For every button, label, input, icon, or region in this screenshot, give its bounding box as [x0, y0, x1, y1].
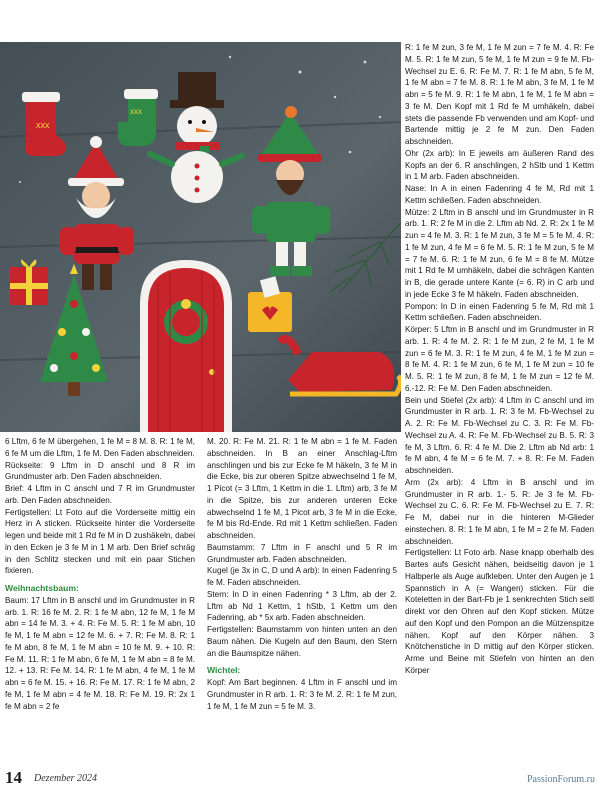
page-number: 14	[5, 768, 22, 787]
ohr-paragraph: Ohr (2x arb): In E jeweils am äußeren Rand des Kopfs an der 6. R anschlingen, 2 hStb und 1 Kettm in 1 M arb. Faden abschneiden.	[405, 148, 594, 182]
rueckseite-paragraph: Rückseite: 9 Lftm in D anschl und 8 R im Grundmuster arb. Den Faden abschneiden.	[5, 460, 195, 482]
section-heading: Weihnachtsbaum:	[5, 583, 79, 593]
middle-column-text	[207, 436, 397, 712]
paragraph: R: 1 fe M zun, 3 fe M, 1 fe M zun = 7 fe M. 4. R: Fe M. 5. R: 1 fe M zun, 5 fe M, 1 fe M zun = 9 fe M. Fb-Wechsel zu E. 6. R: Fe M. 7. R: 1 fe M abn, 5 fe M, 1 fe M abn = 7 fe M. 8. R: 1 fe M abn, 3 fe M, 1 fe M abn = 5 fe M. 9. R: 1 fe M abn, 1 fe M, 1 fe M abn = 3 fe M. Den Kopf mit 1 Rd fe M umhäkeln, dabei stets die passende Fb verwenden und am Kopf- und Bartende mittig je 2 fe M zun. Den Faden abschneiden.	[405, 43, 594, 146]
right-column-text	[405, 42, 594, 677]
crochet-ornaments-photo	[0, 42, 401, 432]
baum-cont-paragraph: M. 20. R: Fe M. 21. R: 1 fe M abn = 1 fe M. Faden abschneiden. In B an einer Anschlag-Lftm anschlingen und bis zur Ecke fe M häkeln, 3 fe M in die Ecke, bis zur oberen Spitze abwechselnd 1 fe M, 1 Picot (= 3 Lftm, 1 Kettm in die 1. Lftm) arb, 3 fe M in die Spitze, bis zur anderen unteren Ecke abwechselnd 1 fe M, 1 Picot arb, 3 fe M in die Ecke, fe M bis Rd-Ende. Rd mit 1 Kettm schließen. Faden abschneiden.	[207, 437, 397, 540]
fertigstellen-paragraph: Fertigstellen: Baumstamm von hinten unten an den Baum nähen. Die Kugeln auf den Baum, den Stern an die Baumspitze nähen.	[207, 625, 397, 658]
watermark: PassionForum.ru	[526, 774, 595, 785]
baum-paragraph: Baum: 17 Lftm in B anschl und im Grundmuster in R arb. 1. R: 16 fe M. 2. R: 1 fe M abn, 12 fe M, 1 fe M abn = 14 fe M. 3. + 4. R: Fe M. 5. R: 1 fe M abn, 10 fe M, 1 fe M abn = 12 fe M. 6. + 7. R: Fe M. 8. R: 1 fe M abn, 8 fe M, 1 fe M abn = 10 fe M. 9. + 10. R: Fe M. 11. R: 1 fe M abn, 6 fe M, 1 fe M abn = 8 fe M. 12. + 13. R: Fe M. 14. R: 1 fe M abn, 4 fe M, 1 fe M abn = 6 fe M. 15. + 16. R: Fe M. 17. R: 1 fe M abn, 2 fe M, 1 fe M abn = 4 fe M. 18. R: Fe M. 19. R: 2x 1 fe M abn = 2 fe	[5, 595, 195, 711]
door-ornament	[140, 260, 232, 432]
kugel-paragraph: Kugel (je 3x in C, D und A arb): In einen Fadenring 5 fe M. Faden abschneiden.	[207, 566, 397, 587]
issue-date: Dezember 2024	[34, 773, 98, 784]
bein-paragraph: Bein und Stiefel (2x arb): 4 Lftm in C anschl und im Grundmuster in R arb. 1. R: 3 fe M. Fb-Wechsel zu A. 2. R: Fe M. Fb-Wechsel zu C. 3. R: Fe M. Fb-Wechsel zu A. 4. R: Fe M. Fb-Wechsel zu B. 5. R: 3 fe M, 3 Lftm. 6. R: 4 fe M. Die 2. Lftm ab Nd arb: 1 fe M abn, 4 fe M = 6 fe M. 7. + 8. R: Fe M. Faden abschneiden.	[405, 395, 594, 475]
left-column-text	[5, 436, 195, 712]
muetze-paragraph: Mütze: 2 Lftm in B anschl und im Grundmuster in R arb. 1. R: 2 fe M in die 2. Lftm ab Nd. 2. R: 2x 1 fe M zun = 4 fe M. 3. R: 1 fe M zun, 3 fe M = 5 fe M. 4. R: 1 fe M zun, 4 fe M = 6 fe M. 5. R: 1 fe M zun, 5 fe M = 7 fe M. 6. R: 1 fe M zun, 6 fe M = 8 fe M. Mütze mit 1 Rd fe M umhäkeln, dabei die schrägen Kanten in B, die gerade untere Kante (= 6. R) in C arb und in jede Ecke 3 fe M häkeln. Faden abschneiden.	[405, 207, 594, 299]
nase-paragraph: Nase: In A in einen Fadenring 4 fe M, Rd mit 1 Kettm schließen. Faden abschneiden.	[405, 184, 594, 205]
arm-paragraph: Arm (2x arb): 4 Lftm in B anschl und im Grundmuster in R arb. 1.- 5. R: Je 3 fe M. Fb-Wechsel zu C. 6. R: Fe M. Fb-Wechsel zu E. 7. R: Fe M, dabei nur in die hinteren M-Glieder einstechen. 8. R: 1 fe M abn, 1 fe M = 2 fe M. Faden abschneiden.	[405, 477, 594, 546]
section-heading: Wichtel:	[207, 665, 241, 676]
koerper-paragraph: Körper: 5 Lftm in B anschl und im Grundmuster in R arb. 1. R: 4 fe M. 2. R: 1 fe M zun, 2 fe M, 1 fe M zun = 6 fe M. 3. R: 1 fe M zun, 4 fe M, 1 fe M zun = 8 fe M. 4. R: 1 fe M zun, 6 fe M, 1 fe M zun = 10 fe M. 5. R: 1 fe M zun, 8 fe M, 1 fe M zun = 12 fe M. 6.-12. R: Fe M. Den Faden abschneiden.	[405, 325, 594, 393]
ornaments-illustration	[0, 42, 401, 432]
stern-paragraph: Stern: In D in einen Fadenring * 3 Lftm, ab der 2. Lftm ab Nd 1 Kettm, 1 hStb, 1 Kettm um den Fadenring, ab * 5x arb. Faden abschneiden.	[207, 589, 397, 623]
kopf-paragraph: Kopf: Am Bart beginnen. 4 Lftm in F anschl und im Grundmuster in R arb. 1. R: 3 fe M. 2. R: 1 fe M zun, 1 fe M, 1 fe M zun = 5 fe M. 3.	[207, 678, 397, 711]
pompon-paragraph: Pompon: In D in einen Fadenring 5 fe M, Rd mit 1 Kettm schließen. Faden abschneiden.	[405, 301, 594, 323]
baumstamm-paragraph: Baumstamm: 7 Lftm in F anschl und 5 R im Grundmuster arb. Faden abschneiden.	[207, 542, 397, 564]
page-footer	[5, 768, 595, 792]
svg-text:xxx: xxx	[130, 107, 142, 116]
svg-text:xxx: xxx	[36, 120, 50, 130]
intro-paragraph: 6 Lftm, 6 fe M übergehen, 1 fe M = 8 M. 8. R: 1 fe M, 6 fe M um die Lftm, 1 fe M. Den Faden abschneiden.	[5, 437, 195, 458]
fertigstellen-paragraph: Fertigstellen: Lt Foto arb. Nase knapp oberhalb des Bartes aufs Gesicht nähen, beidseitig davon je 1 Halbperle als Auge aufkleben. Unter den Augen je 1 Spannstich in A (= Wangen) sticken. Für die Koteletten in der Bart-Fb je 1 senkrechten Stich seitl direkt vor den Ohren auf den Kopf sticken. Mütze auf den Kopf und den Pompon an die Mützenspitze nähen. Kopf auf den Körper nähen. 3 Knötchenstiche in D mittig auf den Körper sticken. Arme und Beine mit Stiefeln von hinten an den Körper	[405, 548, 594, 675]
brief-paragraph: Brief: 4 Lftm in C anschl und 7 R im Grundmuster arb. Den Faden abschneiden.	[5, 484, 195, 505]
fertigstellen-paragraph: Fertigstellen: Lt Foto auf die Vorderseite mittig ein Herz in A sticken. Rückseite hinter die Vorderseite legen und beide mit 1 Rd fe M in D zushäkeln, dabei in den Ecken je 3 fe M in 1 M arb. Den Brief schräg in den Schlitz stecken und mit ein paar Stichen fixieren.	[5, 507, 195, 576]
